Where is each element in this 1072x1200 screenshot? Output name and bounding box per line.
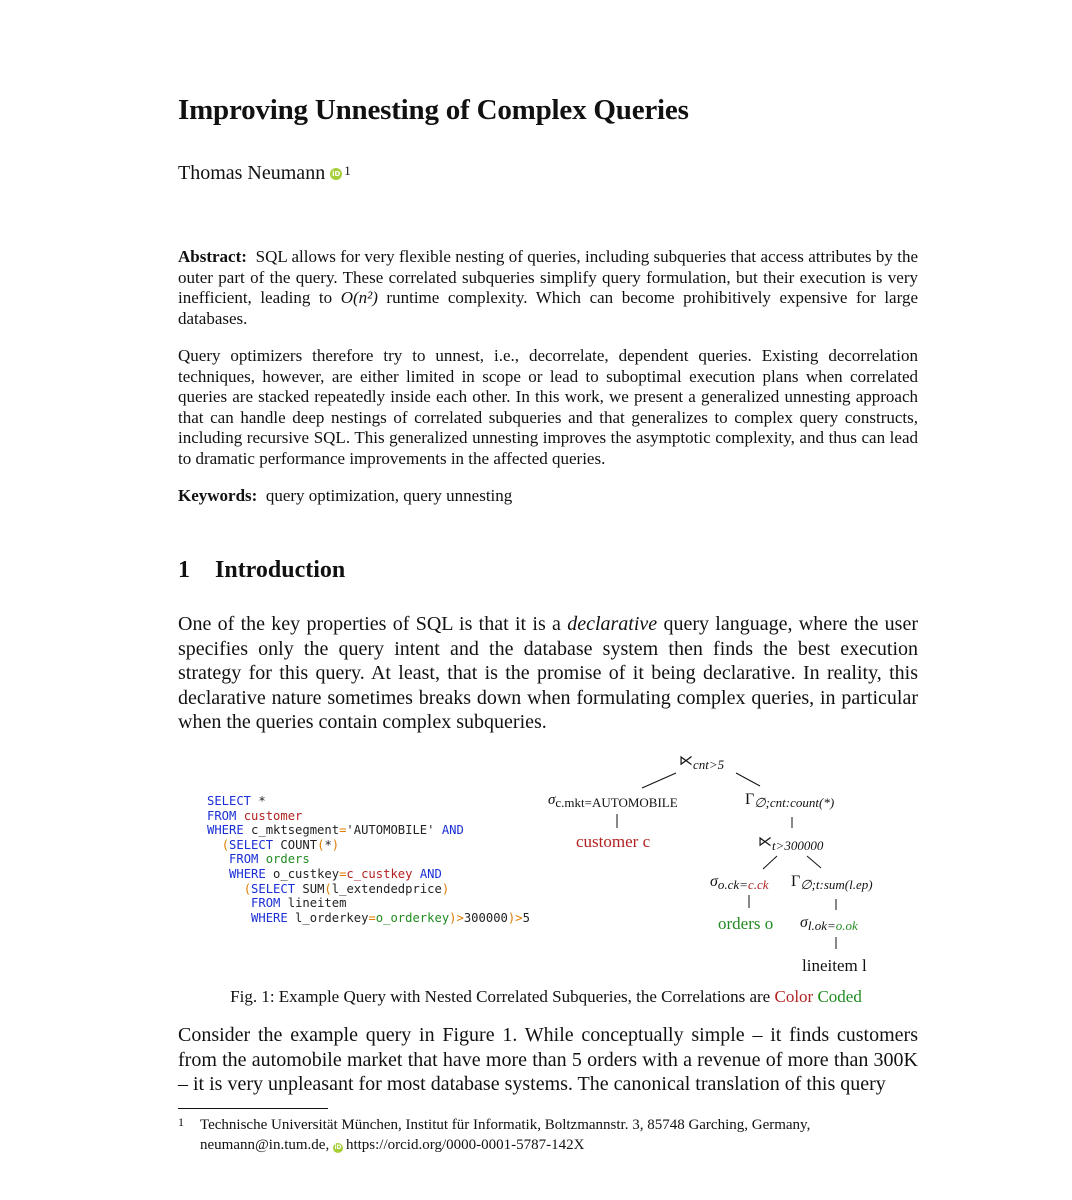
code-token: = — [339, 823, 347, 838]
paragraph-2: Consider the example query in Figure 1. While conceptually simple – it finds customers from the automobile market that have more than 5 orders with a revenue of more than 300K – it is very unpleasant for most database systems. The canonical translation of this query — [178, 1024, 918, 1096]
complexity-math: O(n²) — [340, 288, 378, 307]
code-token: )> — [507, 910, 523, 925]
tree-gamma-count — [745, 791, 834, 811]
tree-customer: customer c — [576, 832, 651, 851]
sigma-icon: σ — [710, 873, 718, 890]
sigma-icon: σ — [800, 914, 808, 931]
code-token: c_mktsegment — [243, 823, 340, 838]
code-token: WHERE — [251, 910, 288, 925]
abstract-text: SQL allows for very flexible nesting of queries, including subqueries that access attributes by the outer part of the query. These correlated subqueries simplify query formulation, but their execution is very inefficient, leading to — [178, 247, 918, 307]
code-token: AND — [441, 823, 464, 838]
caption-coded-word: Coded — [813, 987, 862, 1006]
code-token: 5 — [522, 910, 530, 925]
code-token: ( — [221, 837, 230, 852]
tree-select-customer — [548, 792, 678, 811]
code-token: ( — [243, 881, 252, 896]
gamma-sum-condition: ∅;t:sum(l.ep) — [800, 877, 873, 892]
tree-lineitem: lineitem l — [802, 956, 867, 975]
tree-orders: orders o — [718, 914, 774, 933]
tree-select-lineitem — [800, 914, 858, 934]
code-token: l_extendedprice — [331, 881, 442, 896]
code-token: ) — [331, 837, 340, 852]
code-token: 300000 — [463, 910, 508, 925]
code-token: SELECT — [207, 794, 252, 808]
semijoin-icon: ⋉ — [679, 754, 693, 769]
section-title: Introduction — [215, 557, 346, 583]
code-token: customer — [236, 808, 303, 823]
code-token: ) — [441, 881, 450, 896]
code-token: = — [368, 910, 376, 925]
code-token: SUM — [295, 881, 325, 896]
code-token: )> — [449, 910, 464, 925]
author-name: Thomas Neumann — [178, 162, 326, 184]
sigma-icon: σ — [548, 792, 556, 808]
code-token: l_orderkey — [287, 910, 369, 925]
orcid-icon: iD — [334, 1144, 342, 1151]
code-token: lineitem — [280, 896, 347, 911]
select-orders-condition: o.ck= — [717, 877, 748, 892]
intro-text-cont: query language, where the user specifies only the query intent and the database system then finds the best execution strategy for this query. At least, that is the promise of it being declarative. In reality, this declarative nature sometimes breaks down when formulating complex queries, in particular when the queries contain complex subqueries. — [178, 613, 918, 734]
tree-gamma-sum — [791, 873, 873, 893]
root-join-condition: cnt>5 — [693, 757, 725, 772]
section-number: 1 — [178, 557, 190, 583]
footnote-line-1: Technische Universität München, Institut für Informatik, Boltzmannstr. 3, 85748 Garching, Germany, — [200, 1117, 811, 1133]
figure-caption — [0, 987, 1072, 1007]
code-token: o_custkey — [265, 866, 340, 881]
caption-text: Fig. 1: Example Query with Nested Correlated Subqueries, the Correlations are — [230, 987, 775, 1006]
caption-color-word: Color — [774, 987, 814, 1006]
keywords-text: query optimization, query unnesting — [265, 486, 513, 505]
code-token: COUNT — [273, 837, 318, 852]
footnote-orcid-link[interactable]: https://orcid.org/0000-0001-5787-142X — [345, 1137, 585, 1153]
code-token: FROM — [207, 808, 237, 823]
intro-emphasis: declarative — [567, 613, 658, 635]
intro-text: One of the key properties of SQL is that it is a — [178, 613, 568, 635]
select-lineitem-correlation: o.ok — [835, 918, 858, 933]
affiliation-mark: 1 — [344, 163, 351, 178]
code-token: FROM — [251, 896, 281, 911]
footnote-email[interactable]: neumann@in.tum.de, — [200, 1137, 333, 1153]
footnote-rule — [178, 1108, 328, 1109]
abstract-label: Abstract: — [178, 247, 247, 266]
footnote — [178, 1115, 810, 1155]
abstract-paragraph-2: Query optimizers therefore try to unnest, i.e., decorrelate, dependent queries. Existing decorrelation techniques, however, are either limited in scope or lead to suboptimal execution plans when correlated queries are stacked repeatedly inside each other. In this work, we present a generalized unnesting approach that can handle deep nestings of correlated subqueries and that generalizes to complex query constructs, including recursive SQL. This generalized unnesting improves the asymptotic complexity, and thus can lead to dramatic performance improvements in the affected queries. — [178, 346, 918, 468]
tree-select-orders — [710, 873, 769, 893]
code-token: FROM — [229, 852, 259, 867]
gamma-count-condition: ∅;cnt:count(*) — [754, 795, 835, 810]
code-token: SELECT — [251, 881, 296, 896]
code-token: WHERE — [229, 866, 266, 881]
code-token: c_custkey — [346, 866, 413, 881]
semijoin-icon: ⋉ — [758, 835, 772, 850]
code-token: WHERE — [207, 823, 244, 838]
abstract-text-cont: runtime complexity. Which can become prohibitively expensive for large databases. — [178, 288, 919, 328]
code-token: * — [324, 837, 332, 852]
code-token: AND — [419, 866, 442, 881]
code-token: orders — [258, 852, 310, 867]
orcid-icon[interactable]: iD — [332, 170, 341, 178]
footnote-line-2 — [200, 1135, 810, 1155]
code-token: ( — [317, 837, 325, 852]
tree-inner-join — [758, 834, 823, 854]
keywords-label: Keywords: — [178, 486, 258, 505]
gamma-icon: Γ — [745, 791, 755, 808]
code-token: o_orderkey — [375, 910, 450, 925]
footnote-number: 1 — [178, 1115, 184, 1129]
select-orders-correlation: c.ck — [747, 877, 769, 892]
code-token: * — [251, 794, 266, 808]
code-token: SELECT — [229, 837, 274, 852]
inner-join-condition: t>300000 — [772, 838, 824, 853]
select-customer-condition: c.mkt=AUTOMOBILE — [555, 795, 678, 810]
code-token: ( — [324, 881, 332, 896]
select-lineitem-condition: l.ok= — [807, 918, 836, 933]
paper-title: Improving Unnesting of Complex Queries — [178, 94, 689, 126]
tree-root-join — [679, 753, 724, 773]
code-token: = — [339, 866, 347, 881]
gamma-icon: Γ — [791, 873, 801, 890]
code-token: 'AUTOMOBILE' — [346, 823, 442, 838]
